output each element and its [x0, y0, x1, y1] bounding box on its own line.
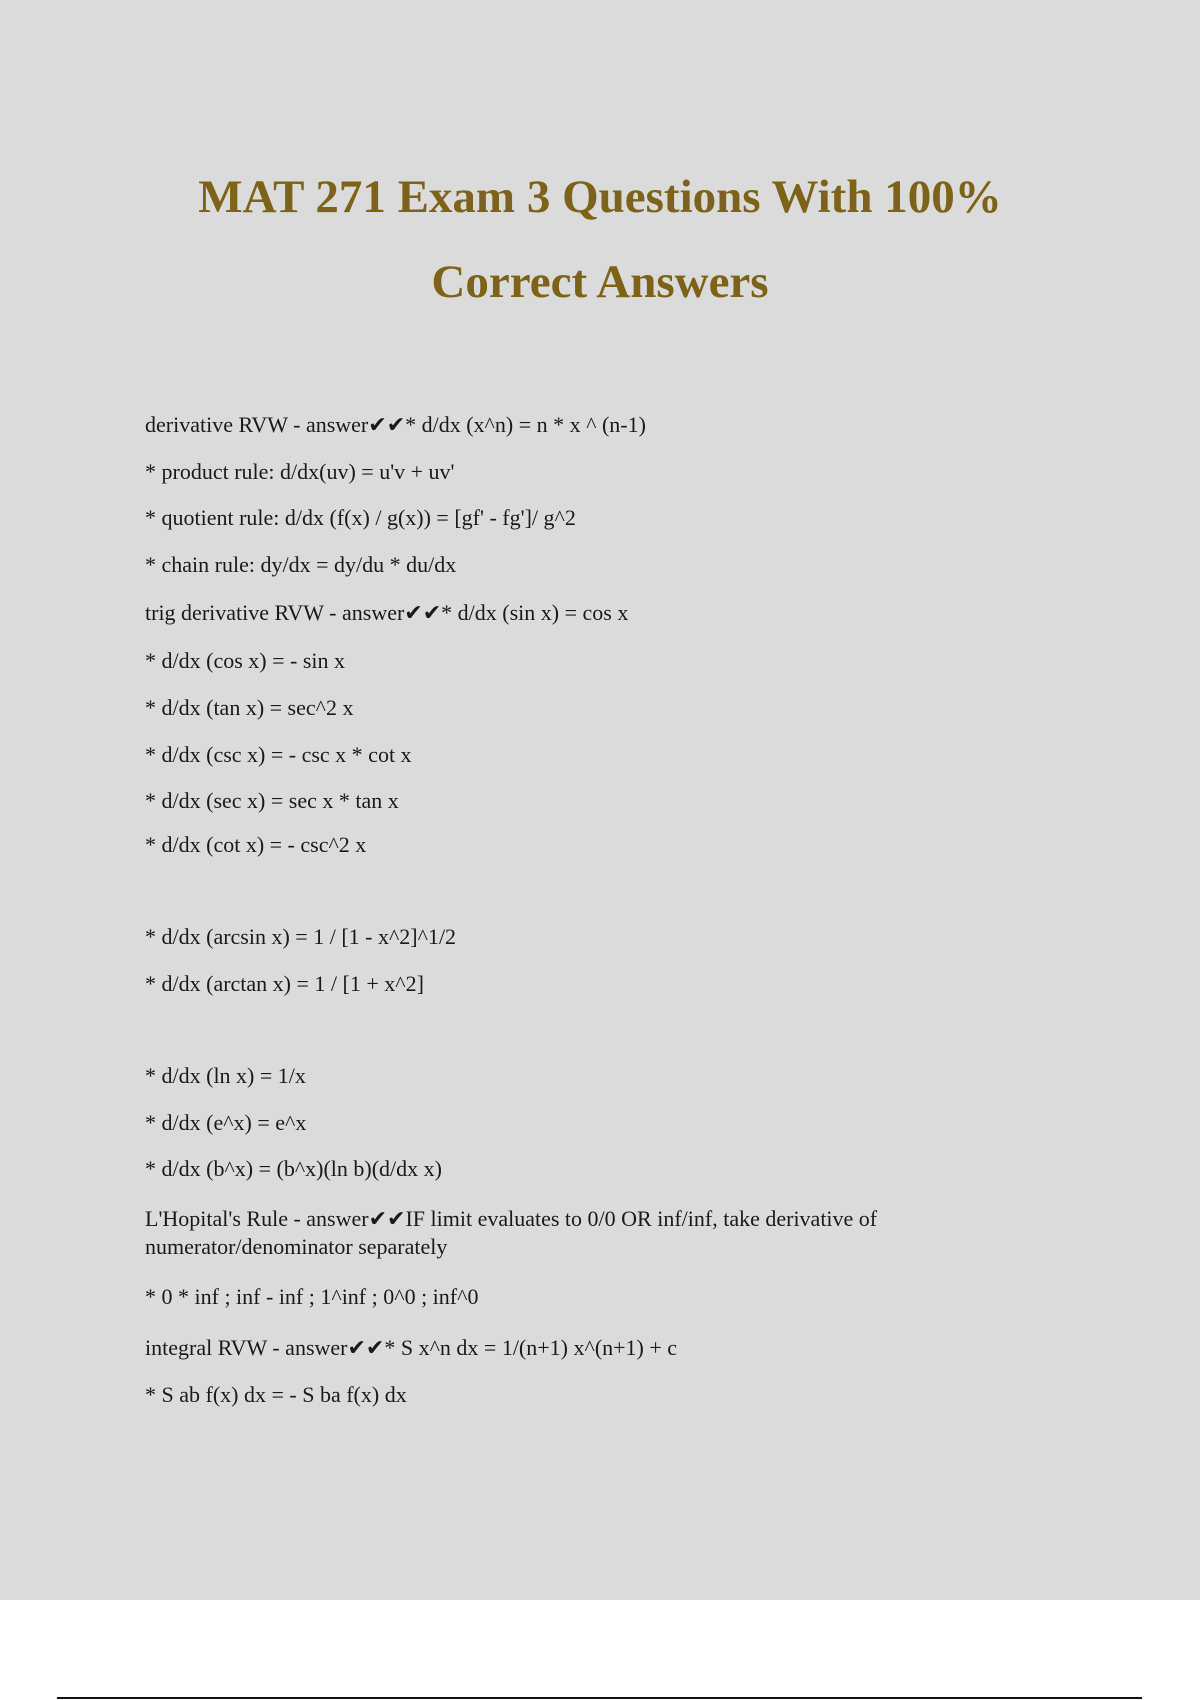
text-line: derivative RVW - answer✔✔* d/dx (x^n) = n * x ^ (n-1): [145, 412, 646, 437]
text-line: * 0 * inf ; inf - inf ; 1^inf ; 0^0 ; inf^0: [145, 1284, 479, 1309]
text-line: * d/dx (csc x) = - csc x * cot x: [145, 742, 412, 767]
text-line: * d/dx (cot x) = - csc^2 x: [145, 832, 367, 857]
text-line: * d/dx (arcsin x) = 1 / [1 - x^2]^1/2: [145, 924, 457, 949]
text-line: * d/dx (arctan x) = 1 / [1 + x^2]: [145, 971, 424, 996]
text-line: * d/dx (tan x) = sec^2 x: [145, 695, 354, 720]
text-line: trig derivative RVW - answer✔✔* d/dx (sin x) = cos x: [145, 600, 629, 625]
text-line: * d/dx (sec x) = sec x * tan x: [145, 788, 399, 813]
text-line: * d/dx (b^x) = (b^x)(ln b)(d/dx x): [145, 1156, 442, 1181]
document-title-line-2: Correct Answers: [431, 256, 769, 308]
footer-rule: [57, 1697, 1142, 1699]
text-line: * d/dx (ln x) = 1/x: [145, 1063, 306, 1088]
text-line: * d/dx (e^x) = e^x: [145, 1110, 307, 1135]
text-line: integral RVW - answer✔✔* S x^n dx = 1/(n+1) x^(n+1) + c: [145, 1335, 678, 1360]
text-line: * chain rule: dy/dx = dy/du * du/dx: [145, 552, 457, 577]
text-line: * quotient rule: d/dx (f(x) / g(x)) = [gf' - fg']/ g^2: [145, 505, 576, 530]
text-line: * S ab f(x) dx = - S ba f(x) dx: [145, 1382, 407, 1407]
text-line: L'Hopital's Rule - answer✔✔IF limit evaluates to 0/0 OR inf/inf, take derivative of numerator/denominator separately: [145, 1206, 878, 1259]
text-line: * d/dx (cos x) = - sin x: [145, 648, 345, 673]
document-title-line-1: MAT 271 Exam 3 Questions With 100%: [198, 171, 1002, 223]
text-line: * product rule: d/dx(uv) = u'v + uv': [145, 459, 455, 484]
